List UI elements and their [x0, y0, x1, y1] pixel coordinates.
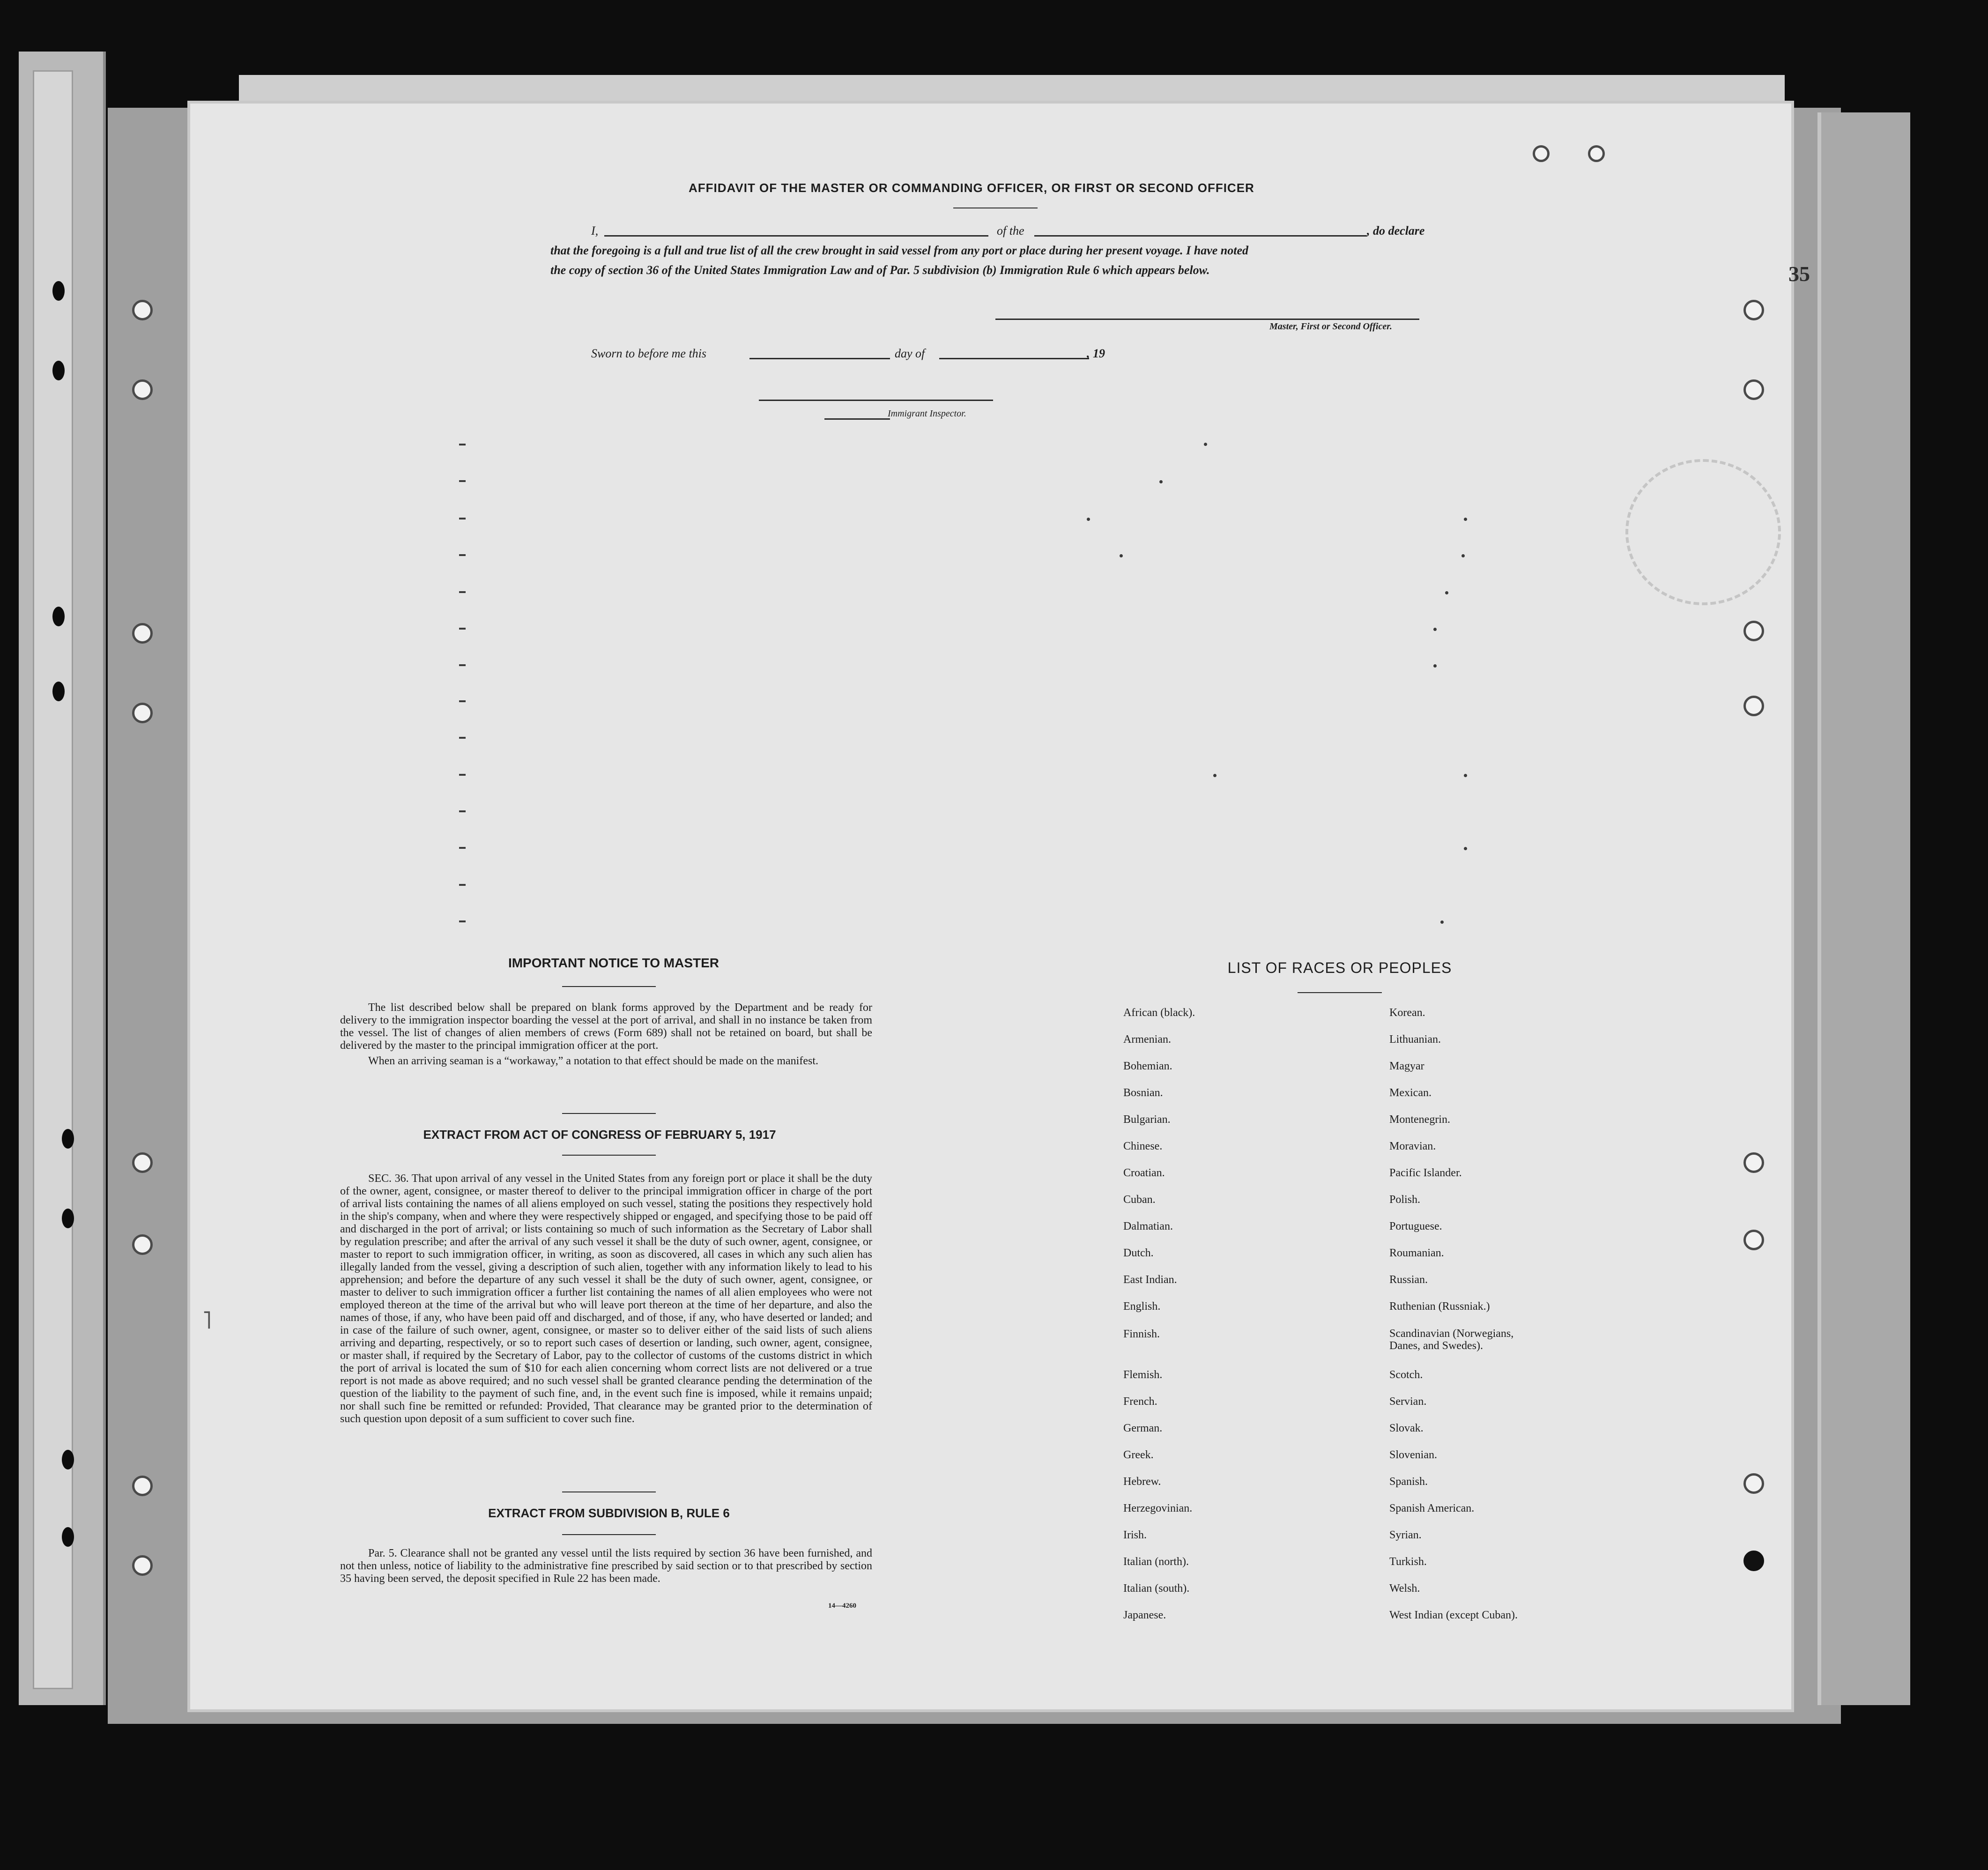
name-blank-line	[604, 235, 988, 237]
section-36-text: SEC. 36. That upon arrival of any vessel in the United States from any foreign port or place it shall be the duty of the owner, agent, consignee, or master thereof to deliver to the principal immigration officer in charge of the port of arrival lists containing the names of all aliens employed on such vessel, stating the positions they respectively hold in the ship's company, when and where they were respectively shipped or engaged, and specifying those to be paid off and discharged in the port of arrival; or lists containing so much of such information as the Secretary of Labor shall by regulation prescribe; and after the arrival of any such vessel it shall be the duty of such owner, agent, consignee, or master to report to such immigration officer, in writing, as soon as discovered, all cases in which any such alien has illegally landed from the vessel, giving a description of such alien, together with any information likely to lead to his apprehension; and before the departure of any such vessel it shall be the duty of such owner, agent, consignee, or master to deliver to such immigration officer a further list containing the names of all alien employees who were not employed thereon at the time of the arrival but who will leave port thereon at the time of her departure, and also the names of those, if any, who have been paid off and discharged, and of those, if any, who have deserted or landed; and in case of the failure of such owner, agent, consignee, or master so to deliver either of the said lists of such aliens arriving and departing, respectively, or so to report such cases of desertion or landing, such owner, agent, consignee, or master shall, if required by the Secretary of Labor, pay to the collector of customs of the customs district in which the port of arrival is located the sum of $10 for each alien concerning whom correct lists are not delivered or a true report is not made as above required; and no such vessel shall be granted clearance pending the determination of the question of the liability to the payment of such fine, and, in the event such fine is imposed, while it remains unpaid; nor shall such fine be remitted or refunded: Provided, That clearance may be granted prior to the determination of such question upon deposit of a sum sufficient to cover such fine.	[340, 1172, 872, 1425]
binder-inner-sheet	[33, 70, 73, 1689]
race-item: Russian.	[1389, 1274, 1428, 1286]
race-item: Bulgarian.	[1123, 1113, 1171, 1126]
race-item: Mexican.	[1389, 1087, 1432, 1099]
binder-hole	[132, 703, 153, 723]
row-mark	[459, 664, 466, 666]
row-dot	[1159, 480, 1163, 483]
page-hole	[1743, 1230, 1764, 1250]
page-hole	[1743, 1551, 1764, 1571]
row-mark	[459, 810, 466, 812]
page-hole	[1743, 696, 1764, 716]
race-item: Magyar	[1389, 1060, 1424, 1072]
race-item: Moravian.	[1389, 1140, 1436, 1152]
race-item: Servian.	[1389, 1395, 1427, 1408]
row-dot	[1464, 774, 1467, 777]
race-item: Bosnian.	[1123, 1087, 1163, 1099]
race-item: Welsh.	[1389, 1582, 1420, 1595]
row-dot	[1445, 591, 1448, 594]
races-title: LIST OF RACES OR PEOPLES	[1227, 959, 1452, 976]
row-dot	[1464, 847, 1467, 850]
row-mark	[459, 444, 466, 445]
race-item: Turkish.	[1389, 1556, 1427, 1568]
binder-hole	[132, 300, 153, 320]
row-mark	[459, 737, 466, 739]
race-item: Scotch.	[1389, 1369, 1423, 1381]
race-item: African (black).	[1123, 1007, 1195, 1019]
race-item: Portuguese.	[1389, 1220, 1442, 1232]
faint-seal-stamp	[1625, 459, 1781, 605]
row-mark	[459, 700, 466, 702]
notice-body	[340, 1002, 872, 1068]
race-item: Korean.	[1389, 1007, 1425, 1019]
affidavit-line-2: that the foregoing is a full and true list of all the crew brought in said vessel from any port or place during her present voyage. I have noted	[550, 244, 1249, 257]
row-mark	[459, 774, 466, 776]
binder-hole	[132, 1476, 153, 1496]
race-item: Spanish.	[1389, 1476, 1428, 1488]
race-item: Pacific Islander.	[1389, 1167, 1462, 1179]
race-item: Finnish.	[1123, 1328, 1160, 1340]
affidavit-title: AFFIDAVIT OF THE MASTER OR COMMANDING OFFICER, OR FIRST OR SECOND OFFICER	[689, 181, 1254, 195]
race-item: French.	[1123, 1395, 1157, 1408]
page-hole	[1743, 621, 1764, 641]
punch-mark	[52, 682, 65, 701]
page-hole	[1533, 145, 1550, 162]
row-mark	[459, 847, 466, 849]
document-page	[187, 101, 1794, 1712]
race-item: Scandinavian (Norwegians, Danes, and Swedes).	[1389, 1328, 1514, 1352]
race-item: Lithuanian.	[1389, 1033, 1441, 1046]
sworn-label: Sworn to before me this	[591, 347, 707, 360]
page-hole	[1743, 1152, 1764, 1173]
race-item: Cuban.	[1123, 1194, 1156, 1206]
day-blank-line	[749, 358, 890, 359]
day-of-label: day of	[895, 347, 925, 360]
inspector-short-line	[824, 418, 890, 420]
extract-rule-title: EXTRACT FROM SUBDIVISION B, RULE 6	[488, 1506, 730, 1520]
row-mark	[459, 884, 466, 886]
form-number: 14—4260	[828, 1602, 856, 1610]
page-hole	[1743, 1473, 1764, 1494]
extract-act-underline	[562, 1155, 656, 1156]
race-item: Dutch.	[1123, 1247, 1154, 1259]
affidavit-line-3: the copy of section 36 of the United States Immigration Law and of Par. 5 subdivision (b) Immigration Rule 6 which appears below.	[550, 263, 1210, 277]
race-item: East Indian.	[1123, 1274, 1177, 1286]
race-item: West Indian (except Cuban).	[1389, 1609, 1518, 1621]
page-hole	[1743, 379, 1764, 400]
race-item: Bohemian.	[1123, 1060, 1172, 1072]
race-item: Ruthenian (Russniak.)	[1389, 1300, 1490, 1313]
race-item: Dalmatian.	[1123, 1220, 1173, 1232]
race-item: Japanese.	[1123, 1609, 1166, 1621]
race-item: Polish.	[1389, 1194, 1421, 1206]
page-hole	[1588, 145, 1605, 162]
extract-rule-underline	[562, 1534, 656, 1535]
affidavit-i-label: I,	[591, 224, 599, 237]
year-label: , 19	[1087, 347, 1105, 360]
row-dot	[1213, 774, 1217, 777]
row-dot	[1433, 664, 1437, 668]
notice-paragraph-1: The list described below shall be prepared on blank forms approved by the Department and be ready for delivery to the immigration inspector boarding the vessel at the port of arrival, and shall in no instance be taken from the vessel. The list of changes of alien members of crews (Form 689) shall not be retained on board, but shall be delivered by the master to the principal immigration officer at the port.	[340, 1002, 872, 1052]
race-item: Italian (south).	[1123, 1582, 1190, 1595]
race-item: Hebrew.	[1123, 1476, 1161, 1488]
race-item: Italian (north).	[1123, 1556, 1189, 1568]
race-item: Greek.	[1123, 1449, 1154, 1461]
race-item: English.	[1123, 1300, 1161, 1313]
pencil-mark: ˥	[202, 1307, 212, 1334]
punch-mark	[52, 361, 65, 380]
affidavit-of-the-label: of the	[997, 224, 1024, 237]
par-5-text: Par. 5. Clearance shall not be granted any vessel until the lists required by section 36 have been furnished, and not then unless, notice of liability to the administrative fine prescribed by said section or to that prescribed by section 35 having been served, the deposit specified in Rule 22 has been made.	[340, 1547, 872, 1585]
row-dot	[1204, 443, 1207, 446]
binder-hole	[132, 1152, 153, 1173]
row-dot	[1440, 920, 1444, 924]
punch-mark	[52, 281, 65, 301]
row-mark	[459, 480, 466, 482]
row-dot	[1461, 554, 1465, 557]
race-item: Montenegrin.	[1389, 1113, 1450, 1126]
month-blank-line	[939, 358, 1089, 359]
row-dot	[1087, 518, 1090, 521]
race-item: Irish.	[1123, 1529, 1147, 1541]
row-mark	[459, 554, 466, 556]
punch-mark	[62, 1450, 74, 1469]
race-item: Slovenian.	[1389, 1449, 1437, 1461]
page-hole	[1743, 300, 1764, 320]
notice-title-underline	[562, 986, 656, 987]
row-mark	[459, 628, 466, 630]
binder-hole	[132, 1234, 153, 1255]
extract-act-body	[340, 1172, 872, 1425]
punch-mark	[52, 607, 65, 626]
binder-hole	[132, 623, 153, 644]
punch-mark	[62, 1209, 74, 1228]
races-title-underline	[1298, 992, 1382, 993]
notice-separator	[562, 1113, 656, 1114]
race-item: Chinese.	[1123, 1140, 1163, 1152]
vessel-blank-line	[1034, 235, 1367, 237]
race-item: Flemish.	[1123, 1369, 1163, 1381]
race-item: Spanish American.	[1389, 1502, 1475, 1514]
extract-rule-body	[340, 1547, 872, 1585]
race-item: Slovak.	[1389, 1422, 1424, 1434]
race-item: German.	[1123, 1422, 1163, 1434]
binder-hole	[132, 379, 153, 400]
notice-title: IMPORTANT NOTICE TO MASTER	[508, 956, 720, 970]
punch-mark	[62, 1129, 74, 1149]
inspector-signature-line	[759, 400, 993, 401]
inspector-caption: Immigrant Inspector.	[888, 408, 966, 419]
row-mark	[459, 920, 466, 922]
notice-paragraph-2: When an arriving seaman is a “workaway,” a notation to that effect should be made on the manifest.	[368, 1055, 818, 1067]
affidavit-do-declare: , do declare	[1367, 224, 1425, 237]
race-item: Croatian.	[1123, 1167, 1165, 1179]
race-item: Armenian.	[1123, 1033, 1171, 1046]
punch-mark	[62, 1527, 74, 1547]
signature-line	[995, 319, 1419, 320]
row-mark	[459, 591, 466, 593]
row-dot	[1464, 518, 1467, 521]
race-item: Roumanian.	[1389, 1247, 1444, 1259]
extract-act-title: EXTRACT FROM ACT OF CONGRESS OF FEBRUARY 5, 1917	[423, 1128, 776, 1142]
row-dot	[1120, 554, 1123, 557]
row-mark	[459, 518, 466, 519]
race-item: Syrian.	[1389, 1529, 1422, 1541]
page-number: 35	[1788, 262, 1810, 286]
row-dot	[1433, 628, 1437, 631]
race-item: Herzegovinian.	[1123, 1502, 1193, 1514]
binder-hole	[132, 1555, 153, 1576]
underlying-page-edge	[1817, 112, 1910, 1705]
signature-caption: Master, First or Second Officer.	[1269, 321, 1392, 332]
